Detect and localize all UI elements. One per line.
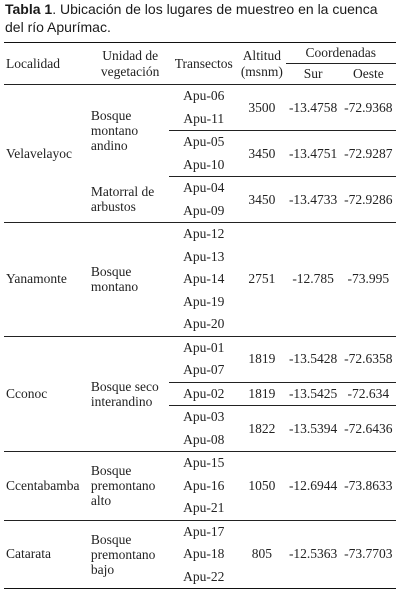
cell-oeste: -72.6436 <box>341 406 396 452</box>
cell-oeste: -72.9286 <box>341 177 396 223</box>
table-row <box>4 520 396 543</box>
cell-altitud: 805 <box>238 520 285 589</box>
table-row <box>4 452 396 475</box>
header-localidad: Localidad <box>4 43 89 85</box>
table-caption-label: Tabla 1 <box>5 1 53 17</box>
cell-oeste: -73.8633 <box>341 452 396 521</box>
table-caption-text: . Ubicación de los lugares de muestreo en la cuenca del río Apurímac. <box>5 1 378 35</box>
cell-transecto: Apu-04 <box>169 177 238 200</box>
cell-unidad: Bosque seco interandino <box>89 336 169 452</box>
cell-unidad: Bosque premontano alto <box>89 452 169 521</box>
cell-sur: -13.5394 <box>286 406 341 452</box>
cell-transecto: Apu-05 <box>169 131 238 154</box>
cell-transecto: Apu-02 <box>169 382 238 406</box>
cell-unidad: Matorral de arbustos <box>89 177 169 223</box>
cell-transecto: Apu-03 <box>183 409 225 425</box>
cell-transecto: Apu-21 <box>169 497 238 520</box>
cell-unidad: Bosque montano <box>89 223 169 337</box>
cell-sur: -12.6944 <box>286 452 341 521</box>
cell-transecto: Apu-01 <box>183 339 225 355</box>
cell-transecto: Apu-08 <box>169 429 238 452</box>
cell-oeste: -72.9368 <box>344 99 393 115</box>
sampling-sites-table <box>4 42 396 589</box>
cell-transecto: Apu-17 <box>183 523 225 539</box>
cell-transecto: Apu-11 <box>183 110 225 126</box>
cell-transecto: Apu-16 <box>183 477 225 493</box>
cell-transecto: Apu-13 <box>183 248 225 264</box>
cell-sur: -12.785 <box>286 223 341 337</box>
cell-sur: -13.4733 <box>286 177 341 223</box>
cell-altitud: 3500 <box>248 99 276 115</box>
cell-transecto: Apu-09 <box>169 200 238 223</box>
cell-altitud: 1819 <box>238 382 285 406</box>
cell-transecto: Apu-15 <box>183 455 225 471</box>
header-sur: Sur <box>286 64 341 85</box>
header-unidad-vegetacion: Unidad de vegetación <box>89 43 169 85</box>
cell-oeste: -72.6358 <box>344 351 393 366</box>
cell-transecto: Apu-18 <box>183 546 225 562</box>
cell-localidad: Catarata <box>4 520 89 589</box>
cell-sur: -13.5425 <box>286 382 341 406</box>
cell-altitud: 2751 <box>238 223 285 337</box>
table-row <box>4 336 396 359</box>
header-altitud: Altitud (msnm) <box>238 43 285 85</box>
cell-localidad: Velavelayoc <box>4 85 89 223</box>
table-caption <box>5 0 397 36</box>
cell-transecto: Apu-14 <box>183 271 225 287</box>
table-row <box>4 85 396 108</box>
cell-transecto: Apu-12 <box>183 226 225 242</box>
cell-unidad: Bosque premontano bajo <box>89 520 169 589</box>
cell-altitud: 1819 <box>248 351 276 366</box>
cell-localidad: Cconoc <box>4 336 89 452</box>
cell-localidad: Yanamonte <box>4 223 89 337</box>
cell-oeste: -73.995 <box>341 223 396 337</box>
cell-transecto: Apu-07 <box>183 362 225 378</box>
cell-altitud: 1050 <box>238 452 285 521</box>
cell-transecto: Apu-20 <box>169 313 238 336</box>
cell-sur: -12.5363 <box>286 520 341 589</box>
header-coordenadas: Coordenadas <box>286 43 396 64</box>
cell-unidad: Bosque montano andino <box>90 108 139 154</box>
cell-sur: -13.4751 <box>286 131 341 177</box>
cell-localidad: Ccentabamba <box>4 452 89 521</box>
cell-transecto: Apu-22 <box>169 566 238 589</box>
cell-oeste: -72.634 <box>341 382 396 406</box>
cell-oeste: -72.9287 <box>341 131 396 177</box>
cell-oeste: -73.7703 <box>341 520 396 589</box>
table-row <box>4 223 396 246</box>
cell-transecto: Apu-10 <box>183 156 225 172</box>
cell-altitud: 3450 <box>238 131 285 177</box>
header-transectos: Transectos <box>169 43 238 85</box>
cell-altitud: 3450 <box>238 177 285 223</box>
cell-transecto: Apu-06 <box>183 88 225 104</box>
cell-sur: -13.4758 <box>288 99 338 115</box>
header-oeste: Oeste <box>341 64 396 85</box>
cell-sur: -13.5428 <box>288 351 338 366</box>
cell-transecto: Apu-19 <box>183 293 225 309</box>
cell-altitud: 1822 <box>238 406 285 452</box>
